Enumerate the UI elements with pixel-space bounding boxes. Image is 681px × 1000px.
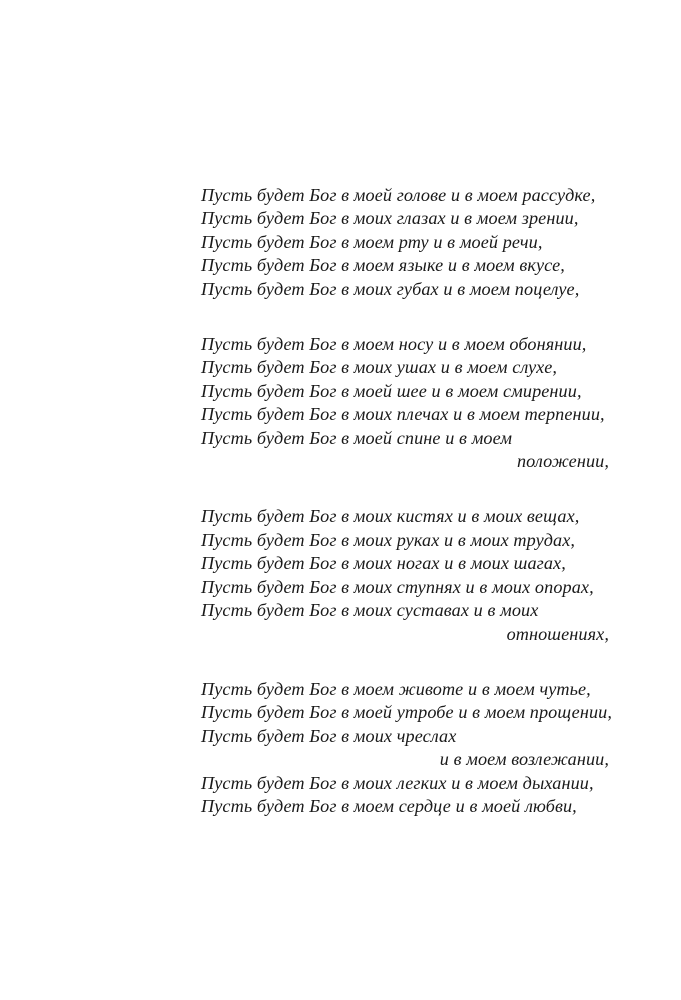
poem-line: Пусть будет Бог в моем животе и в моем чутье, bbox=[201, 678, 591, 699]
poem-line: Пусть будет Бог в моем сердце и в моей любви, bbox=[201, 795, 577, 816]
poem-line: Пусть будет Бог в моих чреслах bbox=[201, 725, 457, 746]
stanza-1 bbox=[201, 184, 609, 301]
poem-line: Пусть будет Бог в моем языке и в моем вкусе, bbox=[201, 255, 565, 276]
stanza-2 bbox=[201, 333, 609, 473]
poem bbox=[201, 184, 612, 850]
poem-line: Пусть будет Бог в моей шее и в моем смирении, bbox=[201, 380, 582, 401]
stanza-4 bbox=[201, 678, 612, 818]
poem-line-continuation: и в моем возлежании, bbox=[439, 749, 609, 770]
poem-line: Пусть будет Бог в моих суставах и в моих bbox=[201, 600, 539, 621]
poem-line: Пусть будет Бог в моих глазах и в моем зрении, bbox=[201, 208, 579, 229]
poem-line: Пусть будет Бог в моей утробе и в моем прощении, bbox=[201, 702, 612, 723]
poem-line-continuation: отношениях, bbox=[506, 623, 609, 644]
poem-line-continuation: положении, bbox=[516, 451, 609, 472]
poem-line: Пусть будет Бог в моих руках и в моих трудах, bbox=[201, 529, 576, 550]
poem-line: Пусть будет Бог в моем носу и в моем обонянии, bbox=[201, 334, 587, 355]
poem-line: Пусть будет Бог в моих ступнях и в моих опорах, bbox=[201, 576, 594, 597]
poem-line: Пусть будет Бог в моем рту и в моей речи, bbox=[201, 231, 543, 252]
poem-line: Пусть будет Бог в моих ушах и в моем слухе, bbox=[201, 357, 558, 378]
poem-line: Пусть будет Бог в моей голове и в моем рассудке, bbox=[201, 185, 596, 205]
poem-line: Пусть будет Бог в моих ногах и в моих шагах, bbox=[201, 553, 566, 574]
poem-line: Пусть будет Бог в моих губах и в моем поцелуе, bbox=[201, 278, 580, 299]
poem-line: Пусть будет Бог в моей спине и в моем bbox=[201, 427, 513, 448]
stanza-3 bbox=[201, 505, 609, 645]
poem-line: Пусть будет Бог в моих легких и в моем дыхании, bbox=[201, 772, 594, 793]
poem-line: Пусть будет Бог в моих кистях и в моих вещах, bbox=[201, 506, 580, 527]
poem-line: Пусть будет Бог в моих плечах и в моем терпении, bbox=[201, 404, 605, 425]
